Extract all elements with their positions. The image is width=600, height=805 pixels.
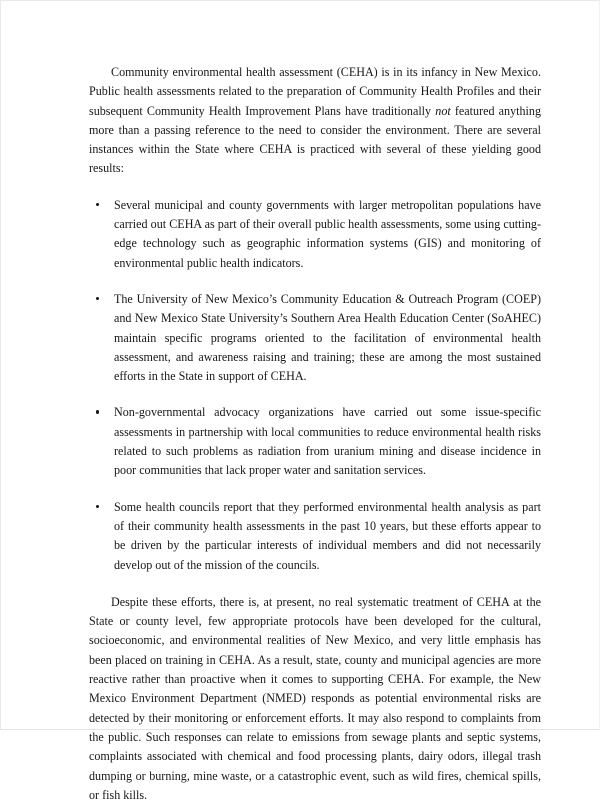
intro-italic-emphasis: not bbox=[435, 103, 451, 118]
list-item bbox=[89, 498, 541, 575]
document-body bbox=[89, 63, 541, 805]
list-item bbox=[89, 290, 541, 386]
bullet-dot-icon bbox=[96, 297, 99, 300]
closing-paragraph: Despite these efforts, there is, at present, no real systematic treatment of CEHA at the State or county level, few appropriate protocols have been developed for the cultural, socioeconomic, and environmental realities of New Mexico, and very little emphasis has been placed on training in CEHA. As a result, state, county and municipal agencies are more reactive rather than proactive when it comes to supporting CEHA. For example, the New Mexico Environment Department (NMED) responds as potential environmental risks are detected by their monitoring or enforcement efforts. It may also respond to complaints from the public. Such responses can relate to emissions from sewage plants and septic systems, complaints associated with chemical and food processing plants, dairy odors, illegal trash dumping or burning, mine waste, or a catastrophic event, such as wild fires, chemical spills, or fish kills. bbox=[89, 594, 541, 802]
bullet-dot-icon bbox=[96, 203, 99, 206]
list-item-text: Non-governmental advocacy organizations have carried out some issue-specific assessments in partnership with local communities to reduce environmental health risks related to such problems as radiation from uranium mining and disease incidence in poor communities that lack proper water and sanitation services. bbox=[114, 405, 541, 478]
intro-text-after-italic: featured anything more than a passing reference to the need to consider the environment. There are several instances within the State where CEHA is practiced with several of these yielding good results: bbox=[89, 103, 542, 176]
bullet-dot-icon bbox=[96, 505, 99, 508]
list-item-text: Several municipal and county governments with larger metropolitan populations have carried out CEHA as part of their overall public health assessments, some using cutting-edge technology such as geographic information systems (GIS) and monitoring of environmental public health indicators. bbox=[114, 197, 541, 270]
intro-text-before-italic: Community environmental health assessment (CEHA) is in its infancy in New Mexico. Public health assessments related to the preparation of Community Health Profiles and their subsequent Community Health Improvement Plans have traditionally bbox=[89, 65, 541, 118]
list-item bbox=[89, 196, 541, 273]
bullet-dot-icon bbox=[96, 410, 99, 413]
list-item-text: The University of New Mexico’s Community Education & Outreach Program (COEP) and New Mexico State University’s Southern Area Health Education Center (SoAHEC) maintain specific programs oriented to the facilitation of environmental health assessment, and awareness raising and training; these are among the most sustained efforts in the State in support of CEHA. bbox=[114, 291, 541, 384]
list-item bbox=[89, 403, 541, 480]
ceha-practice-list bbox=[89, 196, 541, 575]
closing-block bbox=[89, 593, 541, 805]
list-item-text: Some health councils report that they performed environmental health analysis as part of their community health assessments in the past 10 years, but these efforts appear to be driven by the particular interests of individual members and did not necessarily develop out of the mission of the councils. bbox=[114, 499, 541, 572]
intro-paragraph bbox=[89, 63, 541, 179]
